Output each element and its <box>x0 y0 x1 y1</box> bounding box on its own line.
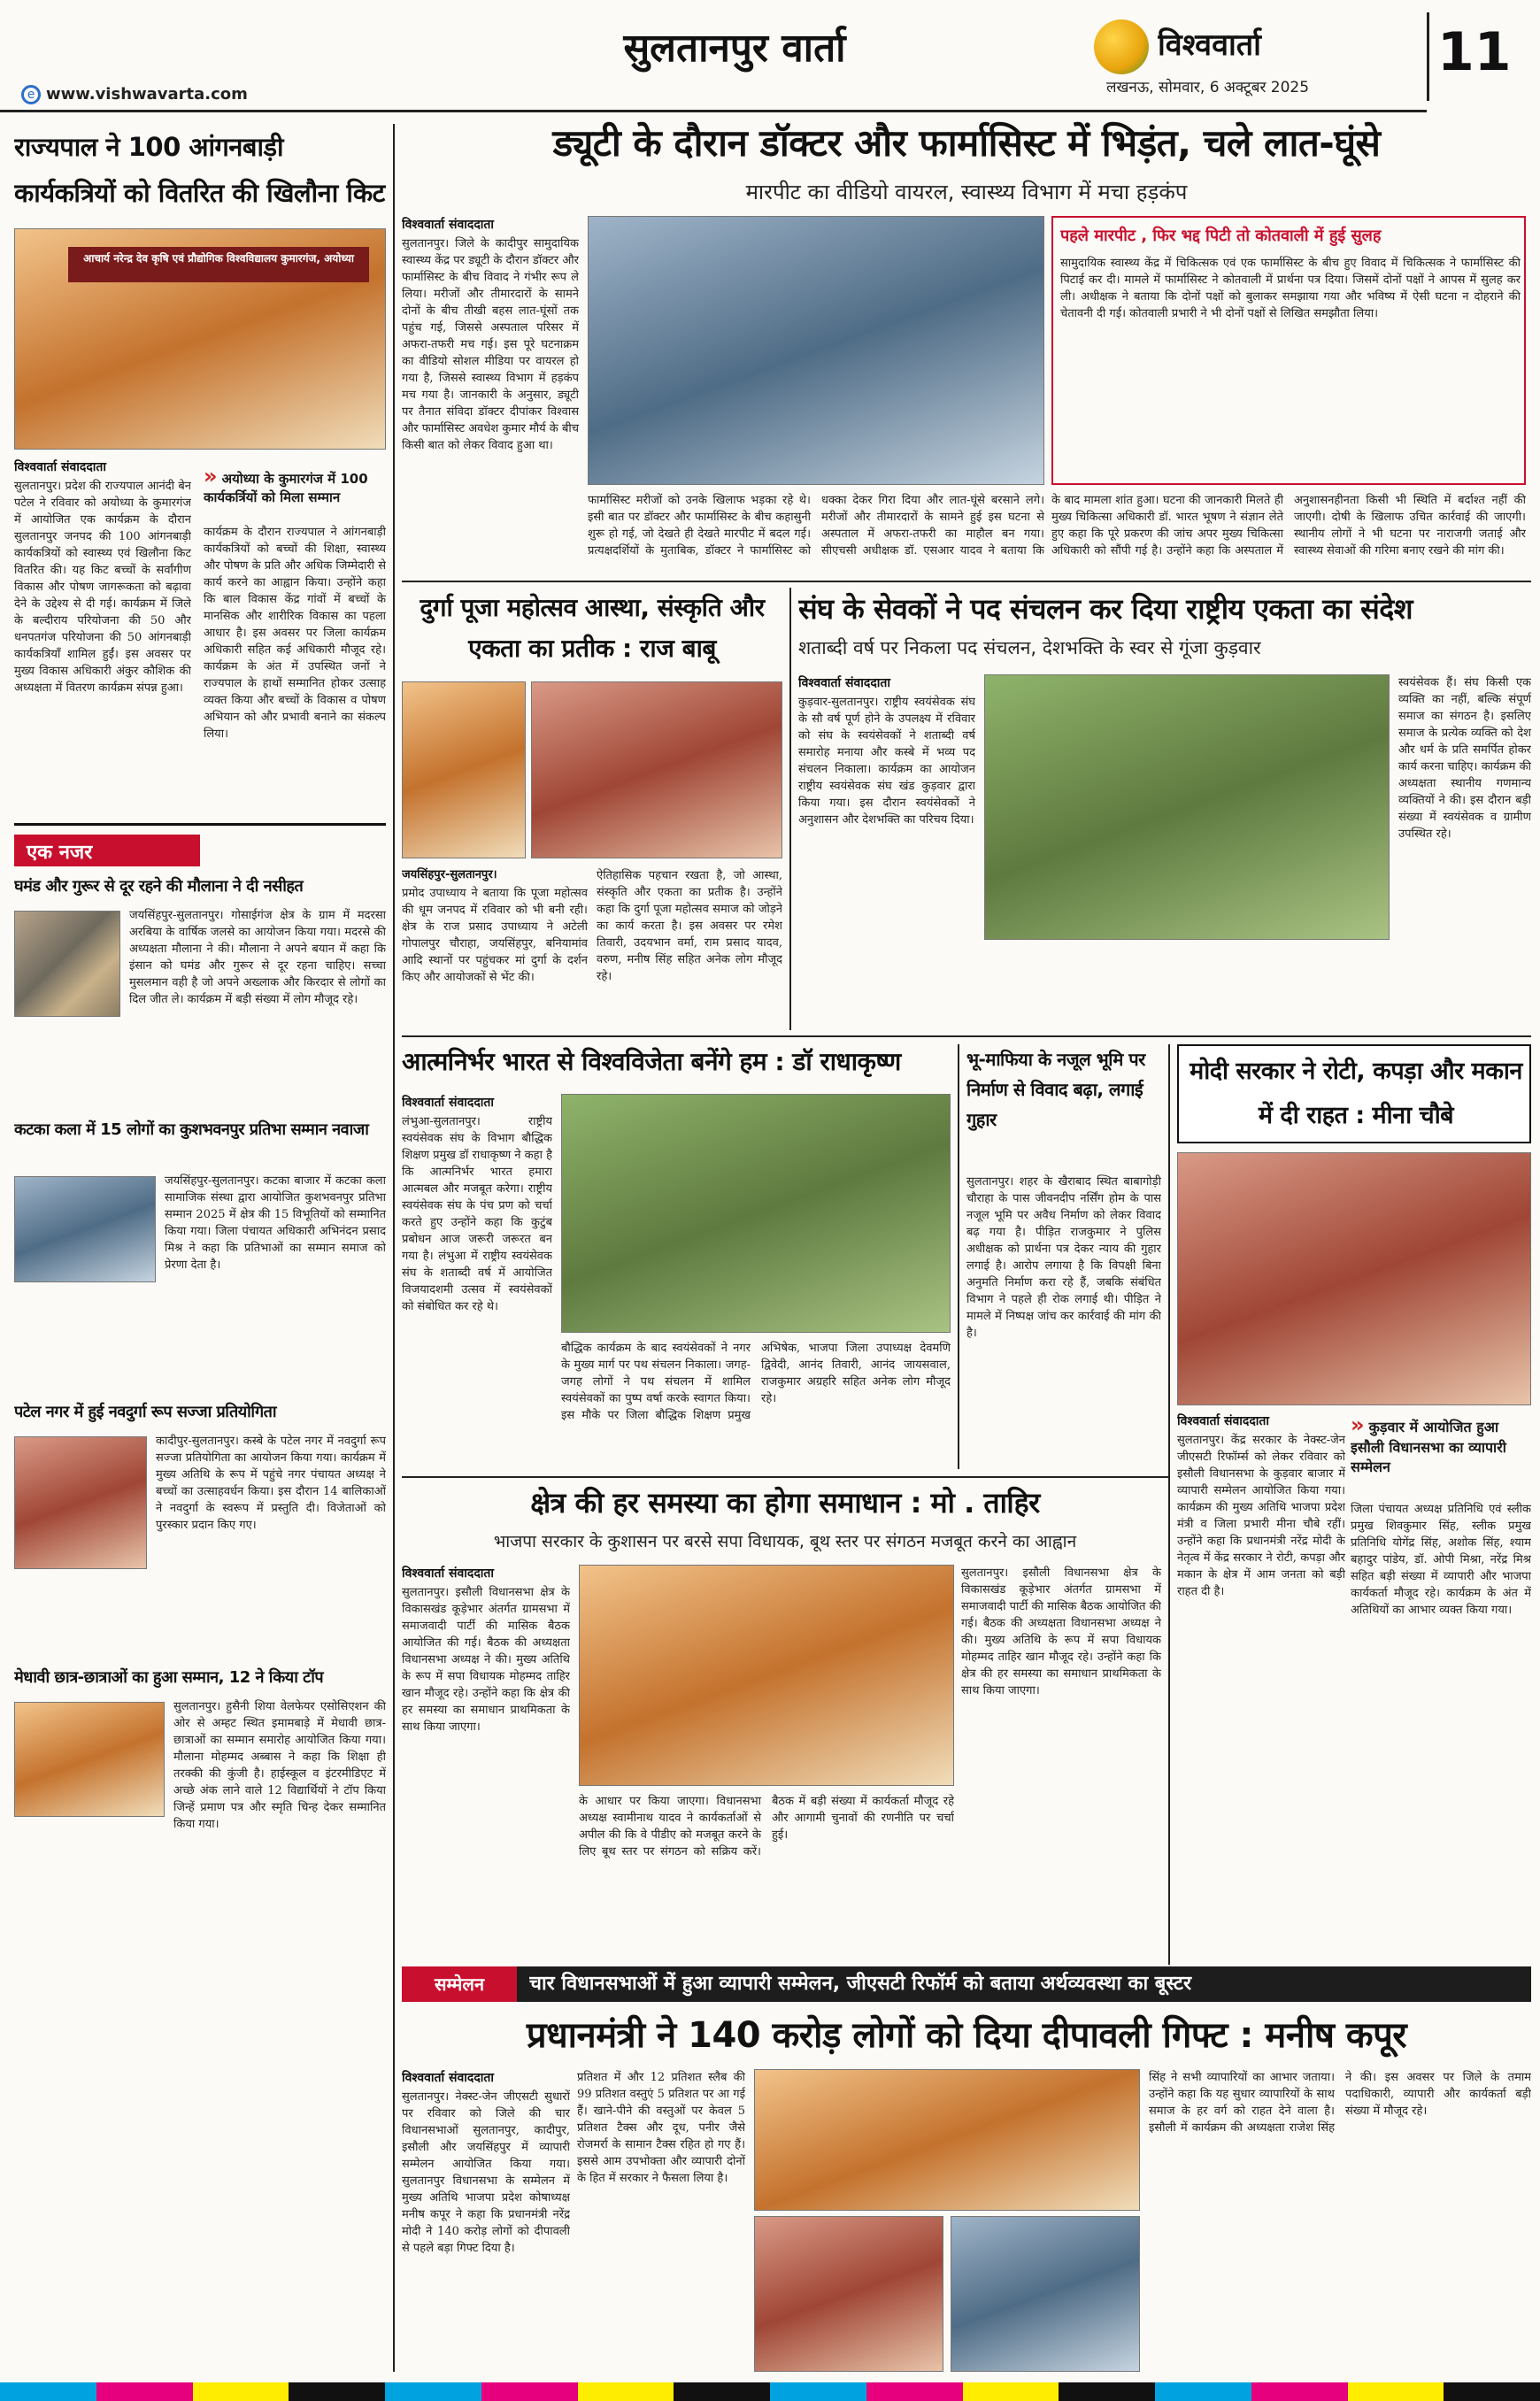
doctor-sulah-box <box>1051 216 1526 485</box>
double-chevron-icon: » <box>1351 1412 1365 1437</box>
ek-nazar-box <box>14 823 386 2381</box>
sangh-byline: विश्ववार्ता संवाददाता <box>798 676 891 690</box>
ek-nazar-item-body: जयसिंहपुर-सुलतानपुर। कटका बाजार में कटका कला सामाजिक संस्था द्वारा आयोजित कुशभवनपुर प्रतिभा सम्मान 2025 में क्षेत्र की 15 विभूतियों को सम्मानित किया गया। जिला पंचायत अधिकारी अभिनंदन प्रसाद मिश्र ने कहा कि प्रतिभाओं का सम्मान समाज को प्रेरणा देता है। <box>165 1174 386 1272</box>
modi-headline: मोदी सरकार ने रोटी, कपड़ा और मकान में दी राहत : मीना चौबे <box>1190 1058 1522 1129</box>
modi-body-a: सुलतानपुर। केंद्र सरकार के नेक्स्ट-जेन जीएसटी रिफॉर्म्स को लेकर रविवार को इसौली विधानसभा के कुड़वार बाजार में व्यापारी सम्मेलन आयोजित किया गया। कार्यक्रम की मुख्य अतिथि भाजपा प्रदेश मंत्री व जिला प्रभारी मीना चौबे रहीं। उन्होंने कहा कि प्रधानमंत्री नरेंद्र मोदी के नेतृत्व में केंद्र सरकार ने रोटी, कपड़ा और मकान के क्षेत्र में आम जनता को बड़ी राहत दी है। <box>1177 1434 1345 1598</box>
kapoor-byline: विश्ववार्ता संवाददाता <box>402 2071 495 2085</box>
tahir-byline: विश्ववार्ता संवाददाता <box>402 1566 495 1581</box>
sammelan-text: चार विधानसभाओं में हुआ व्यापारी सम्मेलन, जीएसटी रिफॉर्म को बताया अर्थव्यवस्था का बूस्टर <box>529 1973 1192 1995</box>
photo-pratibha-samman <box>14 1176 156 1282</box>
photo-durga-2 <box>531 681 782 858</box>
durga-body-a: प्रमोद उपाध्याय ने बताया कि पूजा महोत्सव की धूम जनपद में रविवार को भी बनी रही। क्षेत्र के राज प्रसाद उपाध्याय ने अटेली गोपालपुर चौराहा, जयसिंहपुर, बनियामांव आदि स्थानों पर पहुंचकर मां दुर्गा के दर्शन किए और आयोजकों से भेंट की। <box>402 887 588 984</box>
kapoor-body-a: सुलतानपुर। नेक्स्ट-जेन जीएसटी सुधारों पर रविवार को जिले की चार विधानसभाओं सुलतानपुर, कादीपुर, इसौली और जयसिंहपुर में व्यापारी सम्मेलन आयोजित किया गया। सुलतानपुर विधानसभा के सम्मेलन में मुख्य अतिथि भाजपा प्रदेश कोषाध्यक्ष मनीष कपूर ने कहा कि प्रधानमंत्री नरेंद्र मोदी ने 140 करोड़ लोगों को दीपावली से पहले बड़ा गिफ्ट दिया है। <box>402 2090 570 2255</box>
ek-nazar-item-headline: मेधावी छात्र-छात्राओं का हुआ सम्मान, 12 ने किया टॉप <box>14 1668 324 1687</box>
photo-kapoor-1 <box>754 2069 1140 2211</box>
ek-nazar-item-headline: कटका कला में 15 लोगों का कुशभवनपुर प्रतिभा सम्मान नवाजा <box>14 1120 369 1139</box>
doctor-byline: विश्ववार्ता संवाददाता <box>402 218 495 232</box>
section-title: सुलतानपुर वार्ता <box>623 26 846 71</box>
land-headline: भू-माफिया के नजूल भूमि पर निर्माण से विवाद बढ़ा, लगाई गुहार <box>966 1049 1145 1130</box>
modi-callout <box>1351 1412 1531 1492</box>
sammelan-bar <box>402 1966 1531 2002</box>
kapoor-body-c: सिंह ने सभी व्यापारियों का आभार जताया। उन्होंने कहा कि यह सुधार व्यापारियों के साथ समाज के हर वर्ग को राहत देने वाला है। इसौली में कार्यक्रम की अध्यक्षता राजेश सिंह ने की। इस अवसर पर जिले के तमाम पदाधिकारी, व्यापारी और कार्यकर्ता बड़ी संख्या में मौजूद रहे। <box>1149 2071 1531 2135</box>
photo-maulana <box>14 911 120 1017</box>
photo-kapoor-3 <box>951 2216 1140 2372</box>
tahir-body-c: सुलतानपुर। इसौली विधानसभा क्षेत्र के विकासखंड कूड़ेभार अंतर्गत ग्रामसभा में समाजवादी पार्टी की मासिक बैठक आयोजित की गई। बैठक की अध्यक्षता विधानसभा अध्यक्ष ने की। मुख्य अतिथि के रूप में सपा विधायक मोहम्मद ताहिर खान मौजूद रहे। उन्होंने कहा कि क्षेत्र की हर समस्या का समाधान प्राथमिकता के साथ किया जाएगा। <box>961 1566 1161 1697</box>
headline: राज्यपाल ने 100 आंगनबाड़ी कार्यकत्रियों को वितरित की खिलौना किट <box>14 132 385 208</box>
tahir-headline: क्षेत्र की हर समस्या का होगा समाधान : मो . ताहिर <box>530 1486 1040 1520</box>
doctor-body-a: सुलतानपुर। जिले के कादीपुर सामुदायिक स्वास्थ्य केंद्र पर ड्यूटी के दौरान डॉक्टर और फार्मासिस्ट के बीच विवाद ने गंभीर रूप ले लिया। मरीजों और तीमारदारों के सामने दोनों के बीच तीखी बहस लात-घूंसों तक पहुंच गई, जिससे अस्पताल परिसर में अफरा-तफरी मच गई। इस पूरे घटनाक्रम का वीडियो सोशल मीडिया पर वायरल हो गया है, जिससे स्वास्थ्य विभाग में हड़कंप मच गया है। जानकारी के अनुसार, ड्यूटी पर तैनात संविदा डॉक्टर दीपांकर विश्वास और फार्मासिस्ट अवधेश कुमार मौर्य के बीच किसी बात को लेकर विवाद हुआ था। <box>402 237 579 452</box>
body-b: कार्यक्रम के दौरान राज्यपाल ने आंगनबाड़ी कार्यकत्रियों को बच्चों की शिक्षा, स्वास्थ्य और पोषण के प्रति और अधिक जिम्मेदारी से कार्य करने का आह्वान किया। उन्होंने कहा कि बाल विकास केंद्र गांवों में बच्चों के मानसिक और शारीरिक विकास का पहला आधार है। इस अवसर पर जिला कार्यक्रम अधिकारी सहित कई अधिकारी मौजूद रहे। कार्यक्रम के अंत में उपस्थित जनों ने राज्यपाल के हाथों सम्मानित होकर उत्साह व्यक्त किया और बच्चों के विकास व पोषण अभियान को और प्रभावी बनाने का संकल्प लिया। <box>204 526 386 741</box>
page-number: 11 <box>1437 21 1512 83</box>
doctor-headline: ड्यूटी के दौरान डॉक्टर और फार्मासिस्ट में भिड़ंत, चले लात-घूंसे <box>552 121 1381 165</box>
photo-sangh-march <box>984 674 1390 940</box>
land-body: सुलतानपुर। शहर के खैराबाद स्थित बाबागोड़ी चौराहा के पास जीवनदीप नर्सिंग होम के पास नजूल भूमि पर अवैध निर्माण को लेकर विवाद बढ़ गया है। पीड़ित राजकुमार ने पुलिस अधीक्षक को प्रार्थना पत्र देकर न्याय की गुहार लगाई है। आरोप लगाया है कि विपक्षी बिना अनुमति निर्माण करा रहे हैं, जबकि संबंधित विभाग ने पहले ही रोक लगाई थी। पीड़ित ने मामले में निष्पक्ष जांच कर कार्रवाई की मांग की है। <box>966 1175 1161 1340</box>
callout <box>204 464 386 517</box>
durga-body-b: ऐतिहासिक पहचान रखता है, जो आस्था, संस्कृति और एकता का प्रतीक है। उन्होंने कहा कि दुर्गा पूजा महोत्सव समाज को जोड़ने का कार्य करता है। इस अवसर पर रमेश तिवारी, उदयभान वर्मा, राम प्रसाद यादव, वरुण, मनीष सिंह सहित अनेक लोग मौजूद रहे। <box>597 869 782 983</box>
sangh-body-b: स्वयंसेवक हैं। संघ किसी एक व्यक्ति का नहीं, बल्कि संपूर्ण समाज का संगठन है। इसलिए समाज के प्रत्येक व्यक्ति को देश और धर्म के प्रति समर्पित होकर कार्य करना चाहिए। कार्यक्रम की अध्यक्षता स्थानीय गणमान्य व्यक्तियों ने की। इस दौरान बड़ी संख्या में स्वयंसेवक व ग्रामीण उपस्थित रहे। <box>1398 676 1531 841</box>
atmanirbhar-headline: आत्मनिर्भर भारत से विश्वविजेता बनेंगे हम : डॉ राधाकृष्ण <box>402 1047 901 1076</box>
durga-headline: दुर्गा पूजा महोत्सव आस्था, संस्कृति और एकता का प्रतीक : राज बाबू <box>420 593 765 663</box>
website-link[interactable]: www.vishwavarta.com <box>46 85 248 104</box>
body-a: सुलतानपुर। प्रदेश की राज्यपाल आनंदी बेन पटेल ने रविवार को अयोध्या के कुमारगंज में आयोजित एक कार्यक्रम के दौरान सुलतानपुर जनपद की 100 आंगनबाड़ी कार्यकत्रियों को स्वास्थ्य एवं खिलौना किट वितरित की। यह किट बच्चों के सर्वांगीण विकास और पोषण जागरूकता को बढ़ावा देने के उद्देश्य से दी गई। कार्यक्रम में जिले के बल्दीराय परियोजना की 50 और धनपतगंज परियोजना की 50 आंगनबाड़ी कार्यकत्रियाँ शामिल हुईं। इस अवसर पर मुख्य विकास अधिकारी अंकुर कौशिक की अध्यक्षता में वितरण कार्यक्रम संपन्न हुआ। <box>14 480 191 695</box>
box-headline: पहले मारपीट , फिर भद्द पिटी तो कोतवाली में हुई सुलह <box>1060 227 1382 245</box>
story-anganwadi <box>14 124 386 814</box>
ek-nazar-item-body: कादीपुर-सुलतानपुर। कस्बे के पटेल नगर में नवदुर्गा रूप सज्जा प्रतियोगिता का आयोजन किया गया। कार्यक्रम में मुख्य अतिथि के रूप में पहुंचे नगर पंचायत अध्यक्ष ने बच्चों का उत्साहवर्धन किया। इस दौरान 14 बालिकाओं ने नवदुर्गा के स्वरूप में प्रस्तुति दी। विजेताओं को पुरस्कार प्रदान किए गए। <box>156 1435 386 1532</box>
sangh-subhead: शताब्दी वर्ष पर निकला पद संचलन, देशभक्ति के स्वर से गूंजा कुड़वार <box>798 637 1261 658</box>
photo-tahir-meeting <box>579 1565 954 1786</box>
tahir-body-a: सुलतानपुर। इसौली विधानसभा क्षेत्र के विकासखंड कूड़ेभार अंतर्गत ग्रामसभा में समाजवादी पार्टी की मासिक बैठक आयोजित की गई। बैठक की अध्यक्षता विधानसभा अध्यक्ष ने की। मुख्य अतिथि के रूप में सपा विधायक मोहम्मद ताहिर खान मौजूद रहे। उन्होंने कहा कि क्षेत्र की हर समस्या का समाधान प्राथमिकता के साथ किया जाएगा। <box>402 1586 570 1734</box>
doctor-body-c: के बाद मामला शांत हुआ। घटना की जानकारी मिलते ही मुख्य चिकित्सा अधिकारी डॉ. भारत भूषण ने संज्ञान लेते हुए कहा कि पूरे प्रकरण की जांच अपर मुख्य चिकित्सा अधिकारी को सौंपी गई है। उन्होंने कहा कि अस्पताल में अनुशासनहीनता किसी भी स्थिति में बर्दाश्त नहीं की जाएगी। दोषी के खिलाफ उचित कार्रवाई की जाएगी। स्थानीय लोगों ने भी घटना पर नाराजगी जताई और स्वास्थ्य सेवाओं की गरिमा बनाए रखने की मांग की। <box>1051 494 1526 558</box>
globe-icon: e <box>21 85 41 104</box>
byline: विश्ववार्ता संवाददाता <box>14 460 107 474</box>
ek-nazar-item-body: सुलतानपुर। हुसैनी शिया वेलफेयर एसोसिएशन की ओर से अम्हट स्थित इमामबाड़े में मेधावी छात्र-छात्राओं का सम्मान समारोह आयोजित किया गया। मौलाना मोहम्मद अब्बास ने कहा कि शिक्षा ही तरक्की की कुंजी है। हाईस्कूल व इंटरमीडिएट में अच्छे अंक लाने वाले 12 विद्यार्थियों ने टॉप किया जिन्हें प्रमाण पत्र और स्मृति चिन्ह देकर सम्मानित किया गया। <box>173 1700 386 1831</box>
tahir-subhead: भाजपा सरकार के कुशासन पर बरसे सपा विधायक, बूथ स्तर पर संगठन मजबूत करने का आह्वान <box>493 1532 1077 1551</box>
kapoor-body-b: प्रतिशत में और 12 प्रतिशत स्लैब की 99 प्रतिशत वस्तुएं 5 प्रतिशत पर आ गई हैं। खाने-पीने की वस्तुओं पर केवल 5 प्रतिशत टैक्स और दूध, पनीर जैसे रोजमर्रा के सामान टैक्स रहित हो गए हैं। इससे आम उपभोक्ता और व्यापारी दोनों के हित में सरकार ने फैसला लिया है। <box>577 2071 745 2185</box>
masthead <box>0 0 1540 113</box>
brand-logo-icon <box>1094 19 1149 74</box>
ek-nazar-label: एक नजर <box>14 835 200 866</box>
sammelan-tag: सम्मेलन <box>402 1966 517 2002</box>
photo-kapoor-2 <box>754 2216 943 2372</box>
sangh-headline: संघ के सेवकों ने पद संचलन कर दिया राष्ट्रीय एकता का संदेश <box>798 592 1413 626</box>
registration-colorbar <box>0 2382 1540 2401</box>
modi-byline: विश्ववार्ता संवाददाता <box>1177 1414 1270 1428</box>
doctor-subhead: मारपीट का वीडियो वायरल, स्वास्थ्य विभाग में मचा हड़कंप <box>745 180 1188 204</box>
modi-headline-box <box>1177 1044 1531 1143</box>
photo-medhavi <box>14 1702 165 1817</box>
modi-body-b: जिला पंचायत अध्यक्ष प्रतिनिधि एवं स्लीक प्रमुख शिवकुमार सिंह, स्लीक प्रमुख प्रतिनिधि योगेंद्र सिंह, अशोक सिंह, श्याम बहादुर पांडेय, डॉ. ओपी मिश्रा, नरेंद्र मिश्र सहित बड़ी संख्या में व्यापारी और भाजपा कार्यकर्ता मौजूद रहे। कार्यक्रम के अंत में अतिथियों का आभार व्यक्त किया गया। <box>1351 1503 1531 1617</box>
kapoor-headline: प्रधानमंत्री ने 140 करोड़ लोगों को दिया दीपावली गिफ्ट : मनीष कपूर <box>526 2015 1407 2056</box>
ek-nazar-item-body: जयसिंहपुर-सुलतानपुर। गोसाईगंज क्षेत्र के ग्राम में मदरसा अरबिया के वार्षिक जलसे का आयोजन किया गया। मदरसे की अध्यक्षता मौलाना ने की। मौलाना ने अपने बयान में कहा कि इंसान को घमंड और गुरूर से दूर रहना चाहिए। सच्चा मुसलमान वही है जो अपने अख्लाक और किरदार से लोगों का दिल जीत ले। कार्यक्रम में बड़ी संख्या में लोग मौजूद रहे। <box>129 909 386 1006</box>
callout-text: अयोध्या के कुमारगंज में 100 कार्यकर्त्रियों को मिला सम्मान <box>204 471 368 505</box>
tahir-body-b: के आधार पर किया जाएगा। विधानसभा अध्यक्ष स्वामीनाथ यादव ने कार्यकर्ताओं से अपील की कि वे पीडीए को मजबूत करने के लिए बूथ स्तर पर संगठन को सक्रिय करें। बैठक में बड़ी संख्या में कार्यकर्ता मौजूद रहे और आगामी चुनावों की रणनीति पर चर्चा हुई। <box>579 1795 954 1858</box>
dateline: लखनऊ, सोमवार, 6 अक्टूबर 2025 <box>1106 79 1310 96</box>
photo-mina-chaubey <box>1177 1152 1531 1405</box>
sangh-body-a: कुड़वार-सुलतानपुर। राष्ट्रीय स्वयंसेवक संघ के सौ वर्ष पूर्ण होने के उपलक्ष्य में रविवार को संघ के स्वयंसेवकों ने शताब्दी वर्ष समारोह मनाया और कस्बे में भव्य पद संचलन निकाला। कार्यक्रम का आयोजन राष्ट्रीय स्वयंसेवक संघ खंड कुड़वार द्वारा किया गया। इस दौरान स्वयंसेवकों ने अनुशासन और देशभक्ति का परिचय दिया। <box>798 696 975 827</box>
double-chevron-icon: » <box>204 464 218 489</box>
callout-text: कुड़वार में आयोजित हुआ इसौली विधानसभा का व्यापारी सम्मेलन <box>1351 1419 1506 1475</box>
ek-nazar-item-headline: पटेल नगर में हुई नवदुर्गा रूप सज्जा प्रतियोगिता <box>14 1403 277 1421</box>
photo-durga-1 <box>402 681 526 858</box>
photo-governor <box>14 228 386 450</box>
photo-banner: आचार्य नरेन्द्र देव कृषि एवं प्रौद्योगिक विश्वविद्यालय कुमारगंज, अयोध्या <box>68 247 369 282</box>
atmanirbhar-body-a: लंभुआ-सुलतानपुर। राष्ट्रीय स्वयंसेवक संघ के विभाग बौद्धिक शिक्षण प्रमुख डॉ राधाकृष्ण ने कहा है कि आत्मनिर्भर भारत हमारा आत्मबल और मजबूत करेगा। राष्ट्रीय स्वयंसेवक संघ के पंच प्रण को चर्चा करते हुए उन्होंने कहा कि कुटुंब प्रबोधन आज जरूरी जरूरत बन गया है। लंभुआ में राष्ट्रीय स्वयंसेवक संघ के शताब्दी वर्ष में आयोजित विजयादशमी उत्सव में स्वयंसेवकों को संबोधित कर रहे थे। <box>402 1115 552 1313</box>
atmanirbhar-byline: विश्ववार्ता संवाददाता <box>402 1096 495 1110</box>
photo-atmanirbhar-march <box>561 1094 951 1333</box>
photo-doctor-fight <box>588 216 1044 485</box>
photo-navdurga <box>14 1436 147 1569</box>
box-body: सामुदायिक स्वास्थ्य केंद्र में चिकित्सक एवं एक फार्मासिस्ट के बीच हुए विवाद में चिकित्सक ने फार्मासिस्ट की पिटाई कर दी। मामले में फार्मासिस्ट ने कोतवाली में प्रार्थना पत्र दिया। जिसमें दोनों पक्षों ने आपस में सुलह कर ली। अधीक्षक ने बताया कि दोनों पक्षों को बुलाकर समझाया गया और भविष्य में ऐसी घटना न दोहराने की चेतावनी दी गई। कोतवाली प्रभारी ने भी दोनों पक्षों से लिखित समझौता लिया। <box>1060 257 1521 320</box>
atmanirbhar-body-b: बौद्धिक कार्यक्रम के बाद स्वयंसेवकों ने नगर के मुख्य मार्ग पर पथ संचलन निकाला। जगह-जगह लोगों ने पथ संचलन में शामिल स्वयंसेवकों का पुष्प वर्षा करके स्वागत किया। इस मौके पर जिला बौद्धिक शिक्षण प्रमुख अभिषेक, भाजपा जिला उपाध्यक्ष देवमणि द्विवेदी, आनंद तिवारी, आनंद जायसवाल, राजकुमार अग्रहरि सहित अनेक लोग मौजूद रहे। <box>561 1342 951 1422</box>
doctor-body-b: फार्मासिस्ट मरीजों को उनके खिलाफ भड़का रहे थे। इसी बात पर डॉक्टर और फार्मासिस्ट के बीच कहासुनी शुरू हो गई, जो देखते ही देखते मारपीट में बदल गई। प्रत्यक्षदर्शियों के मुताबिक, डॉक्टर ने फार्मासिस्ट को धक्का देकर गिरा दिया और लात-घूंसे बरसाने लगे। मरीजों और तीमारदारों के सामने हुई इस घटना से अस्पताल में अफरा-तफरी का माहौल बन गया। सीएचसी अधीक्षक डॉ. एसआर यादव ने बताया कि <box>588 494 1044 558</box>
ek-nazar-item-headline: घमंड और गुरूर से दूर रहने की मौलाना ने दी नसीहत <box>14 877 304 896</box>
brand-name: विश्ववार्ता <box>1158 27 1261 63</box>
durga-byline: जयसिंहपुर-सुलतानपुर। <box>402 868 497 881</box>
